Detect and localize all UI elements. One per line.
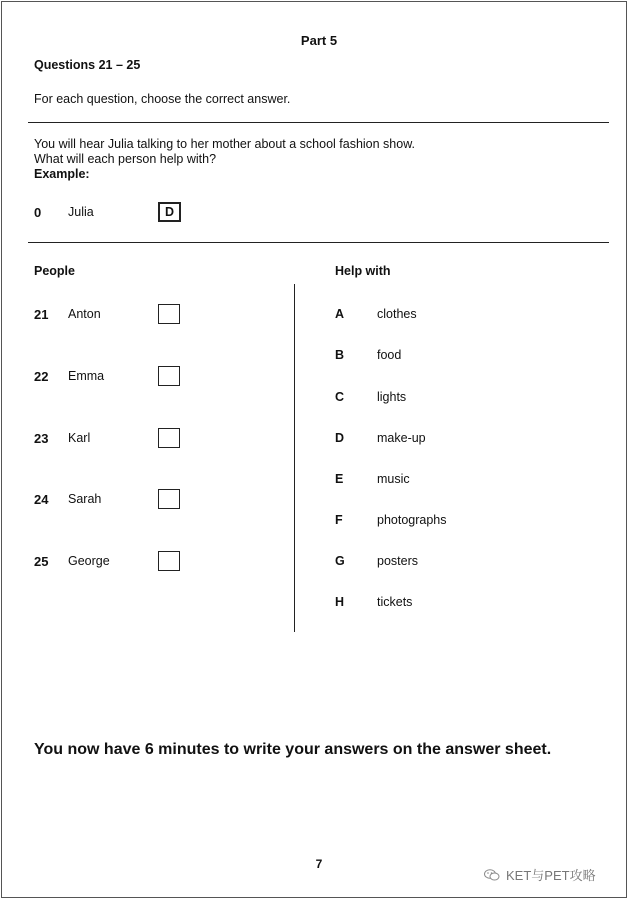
option-letter: C <box>335 390 345 404</box>
divider-top <box>28 122 609 123</box>
intro-line-2: What will each person help with? <box>34 152 217 166</box>
wechat-icon <box>484 869 500 881</box>
page-number: 7 <box>315 857 323 871</box>
option-letter: D <box>335 431 345 445</box>
answer-box-23[interactable] <box>158 428 180 448</box>
option-letter: B <box>335 348 345 362</box>
option-text: food <box>377 348 402 362</box>
example-answer-box: D <box>158 202 181 222</box>
answer-box-25[interactable] <box>158 551 180 571</box>
option-letter: H <box>335 595 345 609</box>
part-title: Part 5 <box>300 33 338 48</box>
question-number: 24 <box>34 492 49 507</box>
option-letter: E <box>335 472 344 486</box>
questions-range: Questions 21 – 25 <box>34 58 141 72</box>
intro-line-1: You will hear Julia talking to her mother about a school fashion show. <box>34 137 416 151</box>
watermark-text: KET与PET攻略 <box>506 868 596 883</box>
column-divider <box>294 284 295 632</box>
question-number: 23 <box>34 431 49 446</box>
person-name: Emma <box>68 369 105 383</box>
closing-instruction: You now have 6 minutes to write your answers on the answer sheet. <box>34 741 552 758</box>
intro-text <box>34 137 415 167</box>
divider-middle <box>28 242 609 243</box>
answer-box-24[interactable] <box>158 489 180 509</box>
option-text: clothes <box>377 307 417 321</box>
person-name: Sarah <box>68 492 102 506</box>
question-number: 22 <box>34 369 49 384</box>
instruction: For each question, choose the correct answer. <box>34 92 291 106</box>
option-text: music <box>377 472 410 486</box>
option-text: make-up <box>377 431 426 445</box>
example-number: 0 <box>34 205 42 220</box>
question-number: 21 <box>34 307 49 322</box>
example-label: Example: <box>34 167 90 181</box>
question-number: 25 <box>34 554 49 569</box>
person-name: George <box>68 554 110 568</box>
watermark <box>484 865 596 884</box>
help-with-heading: Help with <box>335 264 391 278</box>
answer-box-21[interactable] <box>158 304 180 324</box>
option-text: photographs <box>377 513 447 527</box>
option-text: posters <box>377 554 418 568</box>
person-name: Anton <box>68 307 101 321</box>
answer-box-22[interactable] <box>158 366 180 386</box>
option-letter: F <box>335 513 343 527</box>
people-heading: People <box>34 264 75 278</box>
page-border <box>1 1 627 898</box>
option-letter: A <box>335 307 345 321</box>
option-text: tickets <box>377 595 413 609</box>
example-name: Julia <box>68 205 94 219</box>
option-letter: G <box>335 554 345 568</box>
option-text: lights <box>377 390 407 404</box>
person-name: Karl <box>68 431 91 445</box>
